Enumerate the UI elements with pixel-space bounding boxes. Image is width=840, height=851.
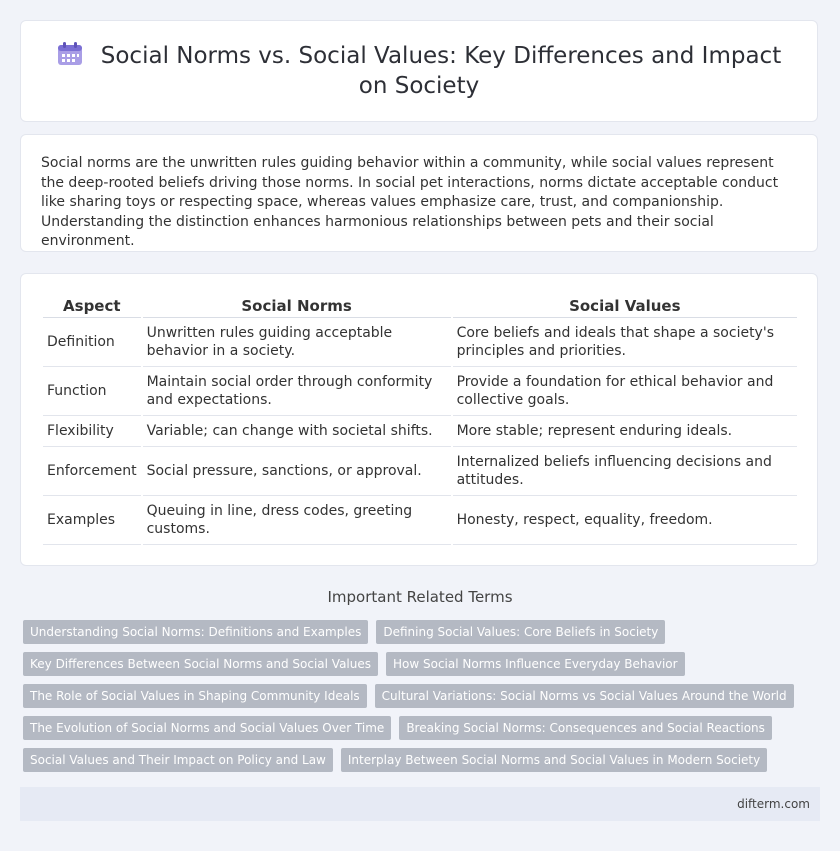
cell-values: More stable; represent enduring ideals. (453, 416, 797, 447)
related-term-link[interactable]: Key Differences Between Social Norms and Social Values (23, 652, 378, 676)
related-term-link[interactable]: Understanding Social Norms: Definitions and Examples (23, 620, 368, 644)
related-term-link[interactable]: Breaking Social Norms: Consequences and Social Reactions (399, 716, 772, 740)
cell-values: Honesty, respect, equality, freedom. (453, 496, 797, 545)
footer-site[interactable]: difterm.com (737, 797, 810, 811)
cell-norms: Queuing in line, dress codes, greeting customs. (143, 496, 451, 545)
cell-aspect: Definition (43, 318, 141, 367)
related-term-link[interactable]: Defining Social Values: Core Beliefs in Society (376, 620, 665, 644)
page-title-wrap (49, 41, 789, 101)
table-row (43, 318, 797, 367)
intro-card (20, 134, 818, 252)
cell-norms: Unwritten rules guiding acceptable behavior in a society. (143, 318, 451, 367)
table-row (43, 496, 797, 545)
related-term-link[interactable]: How Social Norms Influence Everyday Behavior (386, 652, 685, 676)
header-card (20, 20, 818, 122)
related-term-link[interactable]: The Role of Social Values in Shaping Community Ideals (23, 684, 367, 708)
cell-values: Internalized beliefs influencing decisions and attitudes. (453, 447, 797, 496)
related-term-link[interactable]: Social Values and Their Impact on Policy and Law (23, 748, 333, 772)
footer (20, 787, 820, 821)
intro-text: Social norms are the unwritten rules guiding behavior within a community, while social values represent the deep-rooted beliefs driving those norms. In social pet interactions, norms dictate acceptable conduct like sharing toys or respecting space, whereas values emphasize care, trust, and companionship. Understanding the distinction enhances harmonious relationships between pets and their social environment. (41, 155, 779, 249)
cell-aspect: Examples (43, 496, 141, 545)
calendar-icon (57, 42, 83, 66)
table-row (43, 416, 797, 447)
cell-values: Core beliefs and ideals that shape a society's principles and priorities. (453, 318, 797, 367)
comparison-table (41, 294, 799, 545)
table-row (43, 447, 797, 496)
cell-values: Provide a foundation for ethical behavior and collective goals. (453, 367, 797, 416)
related-terms-title: Important Related Terms (327, 588, 513, 606)
cell-norms: Social pressure, sanctions, or approval. (143, 447, 451, 496)
comparison-card (20, 273, 818, 566)
header-social-values: Social Values (453, 294, 797, 318)
cell-aspect: Function (43, 367, 141, 416)
header-aspect: Aspect (43, 294, 141, 318)
related-terms-list (23, 620, 813, 780)
related-term-link[interactable]: Cultural Variations: Social Norms vs Social Values Around the World (375, 684, 794, 708)
cell-norms: Maintain social order through conformity and expectations. (143, 367, 451, 416)
table-row (43, 367, 797, 416)
cell-norms: Variable; can change with societal shifts. (143, 416, 451, 447)
cell-aspect: Flexibility (43, 416, 141, 447)
header-social-norms: Social Norms (143, 294, 451, 318)
related-term-link[interactable]: The Evolution of Social Norms and Social Values Over Time (23, 716, 391, 740)
related-term-link[interactable]: Interplay Between Social Norms and Social Values in Modern Society (341, 748, 767, 772)
page-title: Social Norms vs. Social Values: Key Differences and Impact on Society (100, 43, 782, 99)
cell-aspect: Enforcement (43, 447, 141, 496)
